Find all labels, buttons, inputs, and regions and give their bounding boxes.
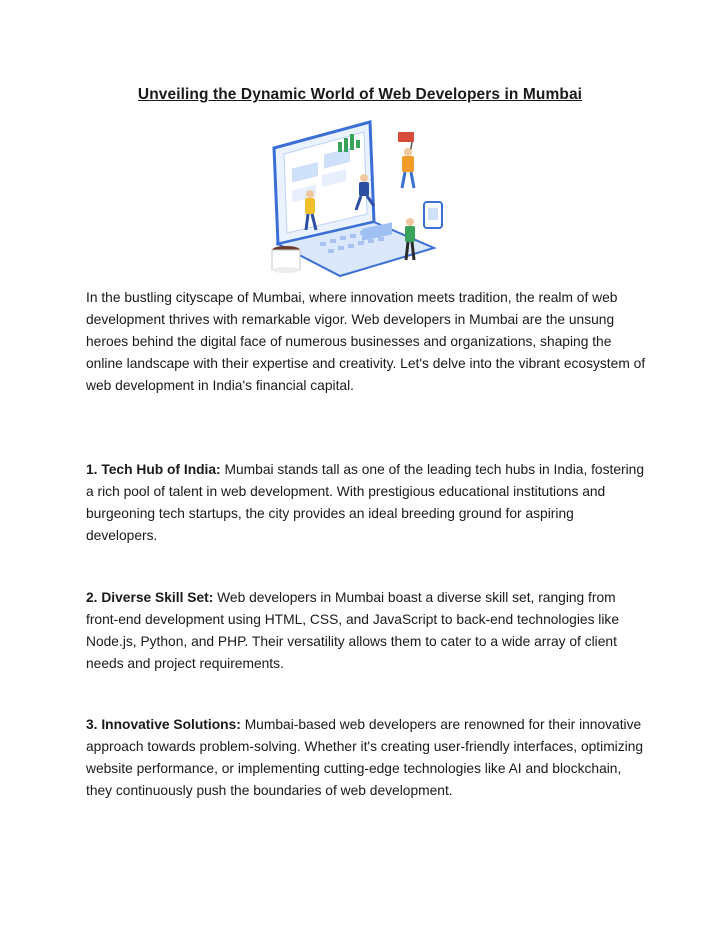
section-diverse-skill-set <box>86 587 646 675</box>
section-body: Web developers in Mumbai boast a diverse skill set, ranging from front-end development using HTML, CSS, and JavaScript to back-end technologies like Node.js, Python, and PHP. Their versatility allows them to cater to a wide array of client needs and project requirements. <box>86 590 619 671</box>
intro-paragraph: In the bustling cityscape of Mumbai, where innovation meets tradition, the realm of web development thrives with remarkable vigor. Web developers in Mumbai are the unsung heroes behind the digital face of numerous businesses and organizations, shaping the online landscape with their expertise and creativity. Let's delve into the vibrant ecosystem of web development in India's financial capital. <box>86 290 646 393</box>
section-body: Mumbai-based web developers are renowned for their innovative approach towards problem-solving. Whether it's creating user-friendly interfaces, optimizing website performance, or implementing cutting-edge technologies like AI and blockchain, they continuously push the boundaries of web development. <box>86 717 644 798</box>
section-heading: 1. Tech Hub of India: <box>86 462 221 477</box>
page-title: Unveiling the Dynamic World of Web Developers in Mumbai <box>137 86 583 103</box>
section-heading: 2. Diverse Skill Set: <box>86 590 214 605</box>
section-body: Mumbai stands tall as one of the leading tech hubs in India, fostering a rich pool of talent in web development. With prestigious educational institutions and burgeoning tech startups, the city provides an ideal breeding ground for aspiring developers. <box>86 462 645 543</box>
section-heading: 3. Innovative Solutions: <box>86 717 241 732</box>
section-tech-hub <box>86 459 646 547</box>
section-innovative-solutions <box>86 714 646 802</box>
laptop-web-developers-illustration <box>262 118 462 278</box>
